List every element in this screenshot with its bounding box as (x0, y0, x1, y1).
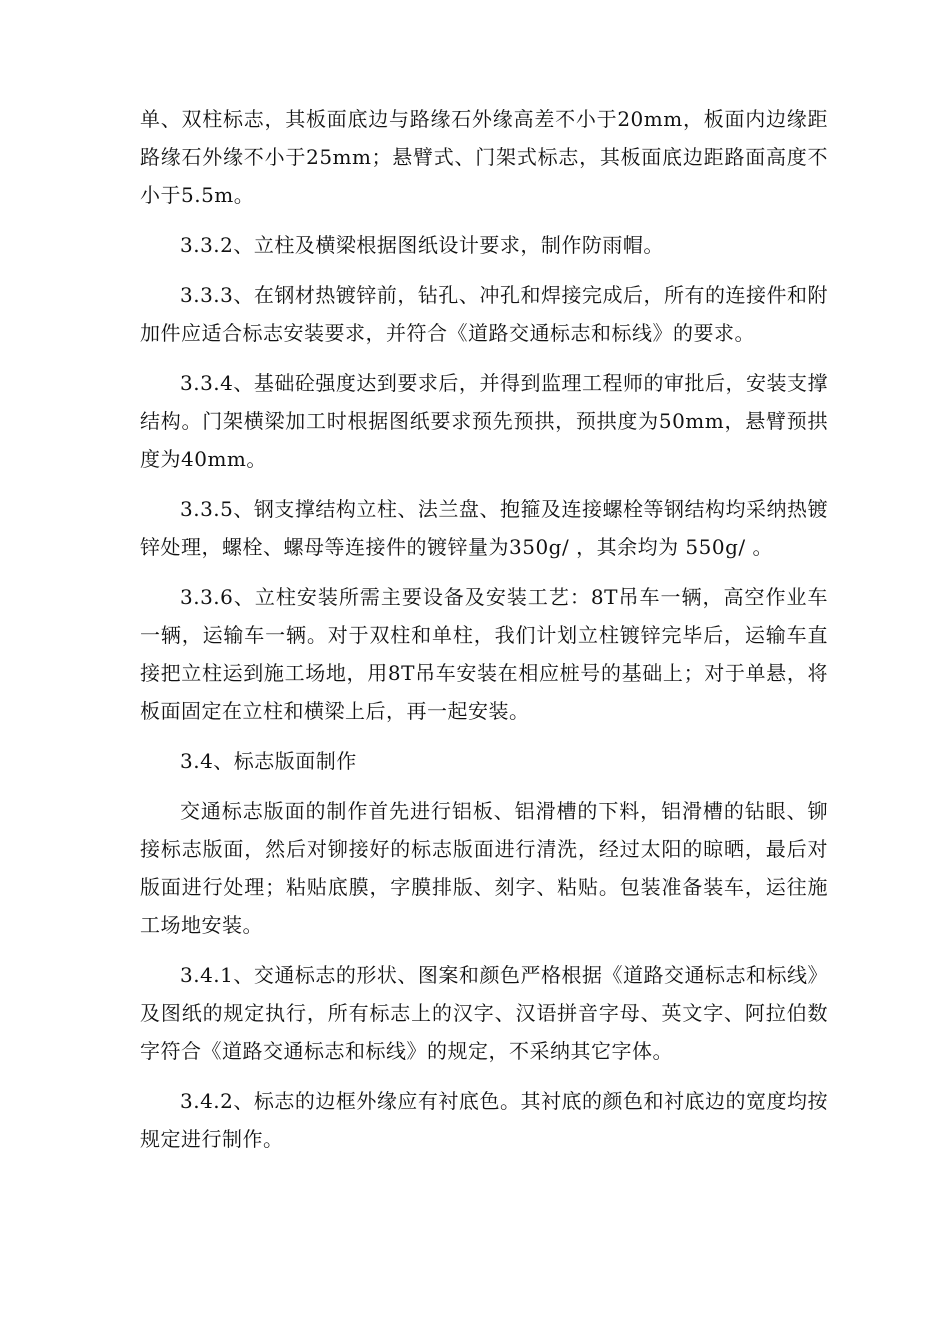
paragraph-sign-clearance: 单、双柱标志，其板面底边与路缘石外缘高差不小于20mm，板面内边缘距路缘石外缘不小于25mm；悬臂式、门架式标志，其板面底边距路面高度不小于5.5m。 (140, 107, 828, 207)
paragraph-3-3-3: 3.3.3、在钢材热镀锌前，钻孔、冲孔和焊接完成后，所有的连接件和附加件应适合标志安装要求，并符合《道路交通标志和标线》的要求。 (140, 283, 828, 345)
section-heading-3-4: 3.4、标志版面制作 (180, 749, 357, 773)
paragraph-3-3-4: 3.3.4、基础砼强度达到要求后，并得到监理工程师的审批后，安装支撑结构。门架横梁加工时根据图纸要求预先预拱，预拱度为50mm，悬臂预拱度为40mm。 (140, 371, 828, 471)
paragraph-3-4-2: 3.4.2、标志的边框外缘应有衬底色。其衬底的颜色和衬底边的宽度均按规定进行制作。 (140, 1089, 828, 1151)
paragraph-3-3-6: 3.3.6、立柱安装所需主要设备及安装工艺：8T吊车一辆，高空作业车一辆，运输车一辆。对于双柱和单柱，我们计划立柱镀锌完毕后，运输车直接把立柱运到施工场地，用8T吊车安装在相应桩号的基础上；对于单悬，将板面固定在立柱和横梁上后，再一起安装。 (140, 585, 828, 723)
document-body (140, 100, 828, 1170)
paragraph-3-3-5: 3.3.5、钢支撑结构立柱、法兰盘、抱箍及连接螺栓等钢结构均采纳热镀锌处理，螺栓、螺母等连接件的镀锌量为350g/ ，其余均为 550g/ 。 (140, 497, 828, 559)
paragraph-3-3-2: 3.3.2、立柱及横梁根据图纸设计要求，制作防雨帽。 (180, 233, 664, 257)
paragraph-sign-panel-fabrication: 交通标志版面的制作首先进行铝板、铝滑槽的下料，铝滑槽的钻眼、铆接标志版面，然后对铆接好的标志版面进行清洗，经过太阳的晾晒，最后对版面进行处理；粘贴底膜，字膜排版、刻字、粘贴。包装准备装车，运往施工场地安装。 (140, 799, 828, 937)
paragraph-3-4-1: 3.4.1、交通标志的形状、图案和颜色严格根据《道路交通标志和标线》及图纸的规定执行，所有标志上的汉字、汉语拼音字母、英文字、阿拉伯数字符合《道路交通标志和标线》的规定，不采纳其它字体。 (140, 963, 828, 1063)
